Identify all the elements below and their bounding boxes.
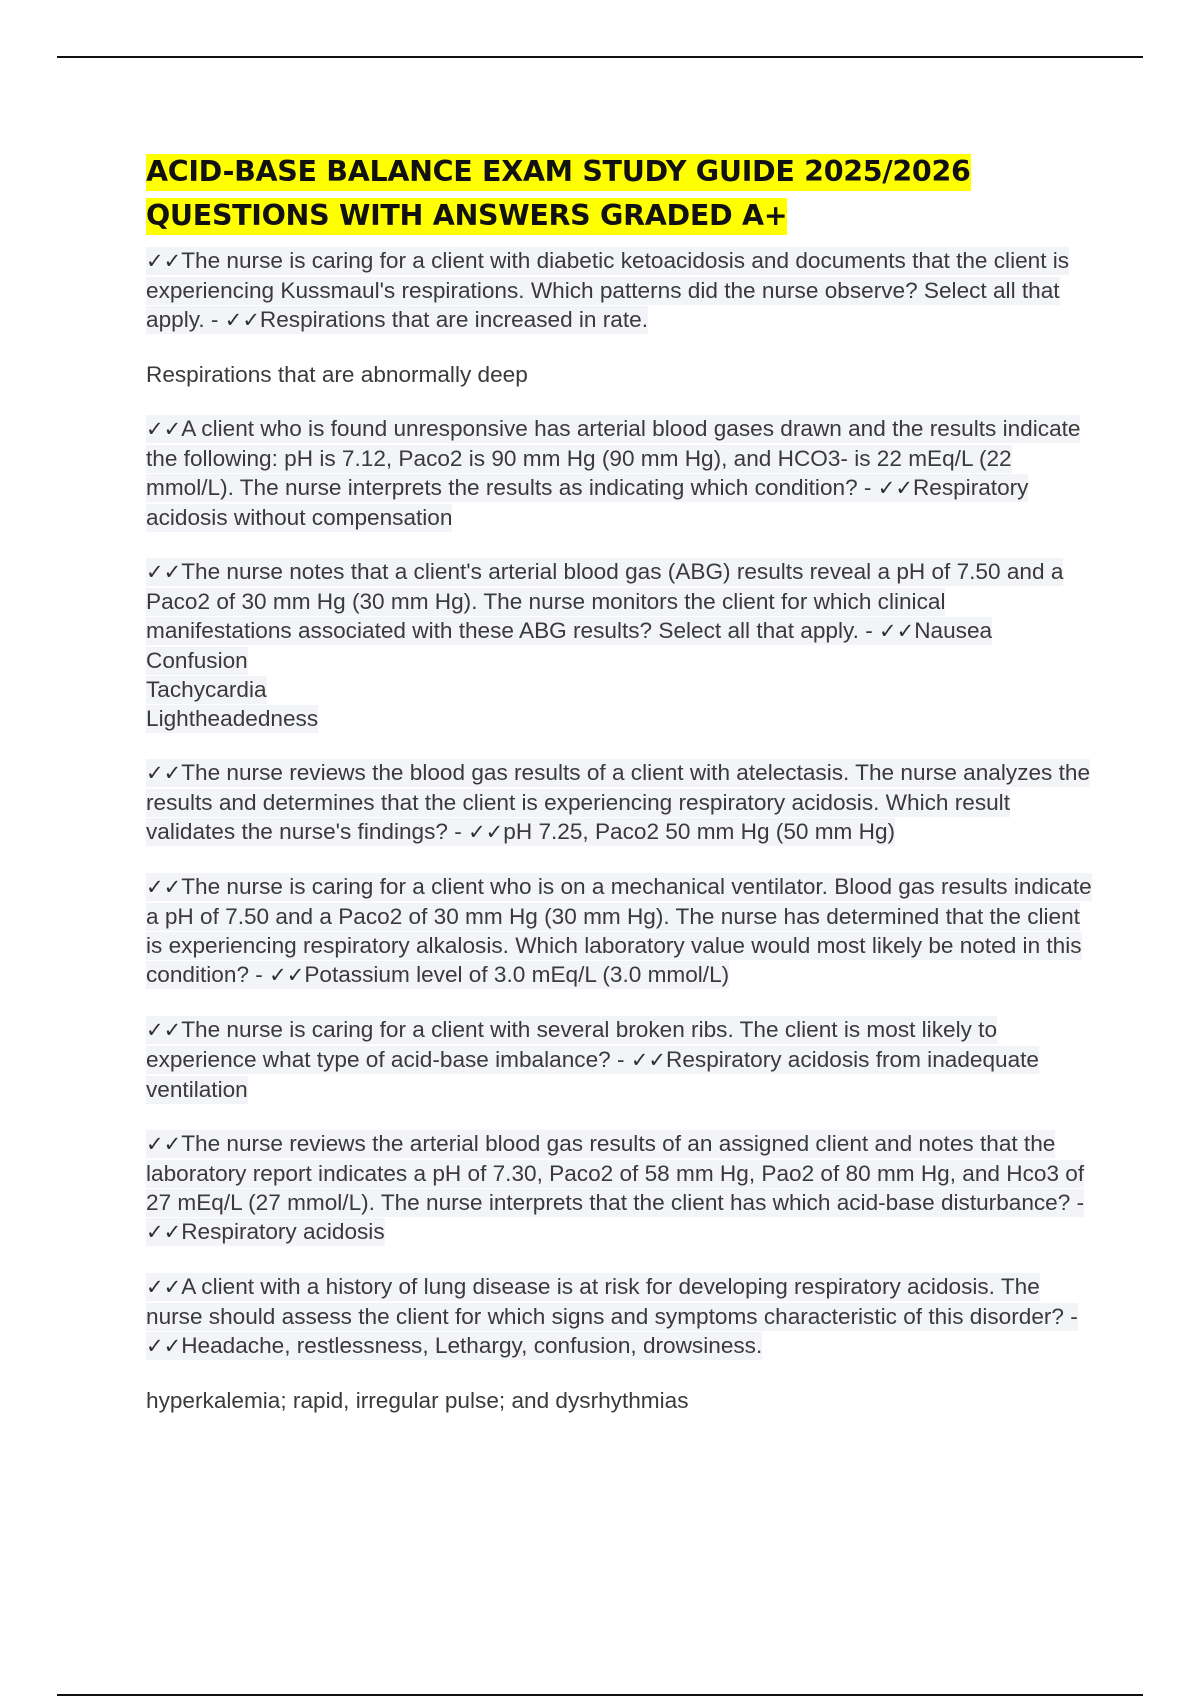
separator: - [204, 307, 225, 332]
separator: - [857, 475, 878, 500]
question-text: The nurse reviews the blood gas results of a client with atelectasis. The nurse analyzes the results and determines that the client is experiencing respiratory acidosis. Which result validates the nurse's findings? [146, 760, 1091, 844]
qa-paragraph [146, 558, 1063, 733]
qa-item [146, 758, 1096, 847]
answer-continuation: hyperkalemia; rapid, irregular pulse; and dysrhythmias [146, 1388, 689, 1413]
answer-text: Respiratory acidosis from inadequate ventilation [146, 1047, 1040, 1102]
title-highlight [146, 154, 971, 235]
document-title [146, 150, 1096, 238]
document-body [146, 150, 1096, 1440]
qa-paragraph [146, 1130, 1084, 1246]
separator: - [1070, 1190, 1085, 1215]
check-mark-icon: ✓✓ [146, 761, 182, 785]
qa-item [146, 557, 1096, 733]
qa-paragraph [146, 247, 1069, 334]
separator: - [1063, 1304, 1078, 1329]
qa-paragraph [146, 1016, 1039, 1104]
separator: - [447, 819, 469, 844]
answer-text: Headache, restlessness, Lethargy, confusion, drowsiness. [181, 1333, 763, 1358]
separator: - [610, 1047, 631, 1072]
check-mark-icon: ✓✓ [146, 560, 182, 584]
answer-line: Tachycardia [146, 677, 267, 702]
question-text: A client with a history of lung disease is at risk for developing respiratory acidosis. The nurse should assess the client for which signs and symptoms characteristic of this disorder? [146, 1274, 1064, 1329]
title-line-2: QUESTIONS WITH ANSWERS GRADED A+ [146, 199, 788, 232]
answer-text: Respiratory acidosis [181, 1219, 385, 1244]
separator: - [249, 962, 270, 987]
question-text: The nurse is caring for a client with several broken ribs. The client is most likely to experience what type of acid-base imbalance? [146, 1017, 998, 1072]
check-mark-icon: ✓✓ [146, 417, 182, 441]
qa-item [146, 872, 1096, 990]
qa-paragraph [146, 1273, 1078, 1360]
check-mark-icon: ✓✓ [146, 1132, 182, 1156]
check-mark-icon: ✓✓ [630, 1048, 667, 1072]
question-text: A client who is found unresponsive has arterial blood gases drawn and the results indicate the following: pH is 7.12, Paco2 is 90 mm Hg (90 mm Hg), and HCO3- is 22 mEq/L (22 mmol/L). The nurse interprets the results as indicating which condition? [146, 416, 1081, 500]
question-text: The nurse notes that a client's arterial blood gas (ABG) results reveal a pH of 7.50 and a Paco2 of 30 mm Hg (30 mm Hg). The nurse monitors the client for which clinical manifestations associated with these ABG results? Select all that apply. [146, 559, 1064, 643]
answer-line: Confusion [146, 648, 248, 673]
qa-item [146, 246, 1096, 335]
separator: - [858, 618, 880, 643]
answer-text: Potassium level of 3.0 mEq/L (3.0 mmol/L) [304, 962, 730, 987]
question-text: The nurse is caring for a client with diabetic ketoacidosis and documents that the client is experiencing Kussmaul's respirations. Which patterns did the nurse observe? Select all that apply. [146, 248, 1070, 332]
question-text: The nurse is caring for a client who is on a mechanical ventilator. Blood gas results indicate a pH of 7.50 and a Paco2 of 30 mm Hg (30 mm Hg). The nurse has determined that the client is experiencing respiratory alkalosis. Which laboratory value would most likely be noted in this condition? [146, 874, 1092, 987]
header-rule [57, 56, 1143, 58]
answer-text: Respiratory acidosis without compensation [146, 475, 1029, 530]
question-text: The nurse reviews the arterial blood gas results of an assigned client and notes that the laboratory report indicates a pH of 7.30, Paco2 of 58 mm Hg, Pao2 of 80 mm Hg, and Hco3 of 27 mEq/L (27 mmol/L). The nurse interprets that the client has which acid-base disturbance? [146, 1131, 1085, 1215]
qa-paragraph [146, 415, 1080, 532]
qa-item [146, 414, 1096, 532]
qa-paragraph [146, 759, 1090, 846]
answer-line: Lightheadedness [146, 706, 319, 731]
check-mark-icon: ✓✓ [146, 249, 182, 273]
qa-paragraph [146, 873, 1092, 989]
check-mark-icon: ✓✓ [269, 963, 305, 987]
check-mark-icon: ✓✓ [146, 1275, 182, 1299]
answer-text: pH 7.25, Paco2 50 mm Hg (50 mm Hg) [503, 819, 896, 844]
check-mark-icon: ✓✓ [146, 1334, 182, 1358]
answer-continuation: Respirations that are abnormally deep [146, 362, 528, 387]
check-mark-icon: ✓✓ [146, 1220, 182, 1244]
answer-text: Nausea [914, 618, 993, 643]
check-mark-icon: ✓✓ [146, 875, 182, 899]
qa-item [146, 1015, 1096, 1104]
check-mark-icon: ✓✓ [879, 619, 915, 643]
check-mark-icon: ✓✓ [224, 308, 260, 332]
footer-rule [57, 1694, 1143, 1696]
qa-item [146, 1129, 1096, 1247]
check-mark-icon: ✓✓ [468, 820, 504, 844]
answer-text: Respirations that are increased in rate. [259, 307, 648, 332]
qa-item [146, 1272, 1096, 1361]
check-mark-icon: ✓✓ [877, 476, 913, 500]
check-mark-icon: ✓✓ [146, 1018, 182, 1042]
title-line-1: ACID-BASE BALANCE EXAM STUDY GUIDE 2025/2026 [146, 155, 971, 188]
